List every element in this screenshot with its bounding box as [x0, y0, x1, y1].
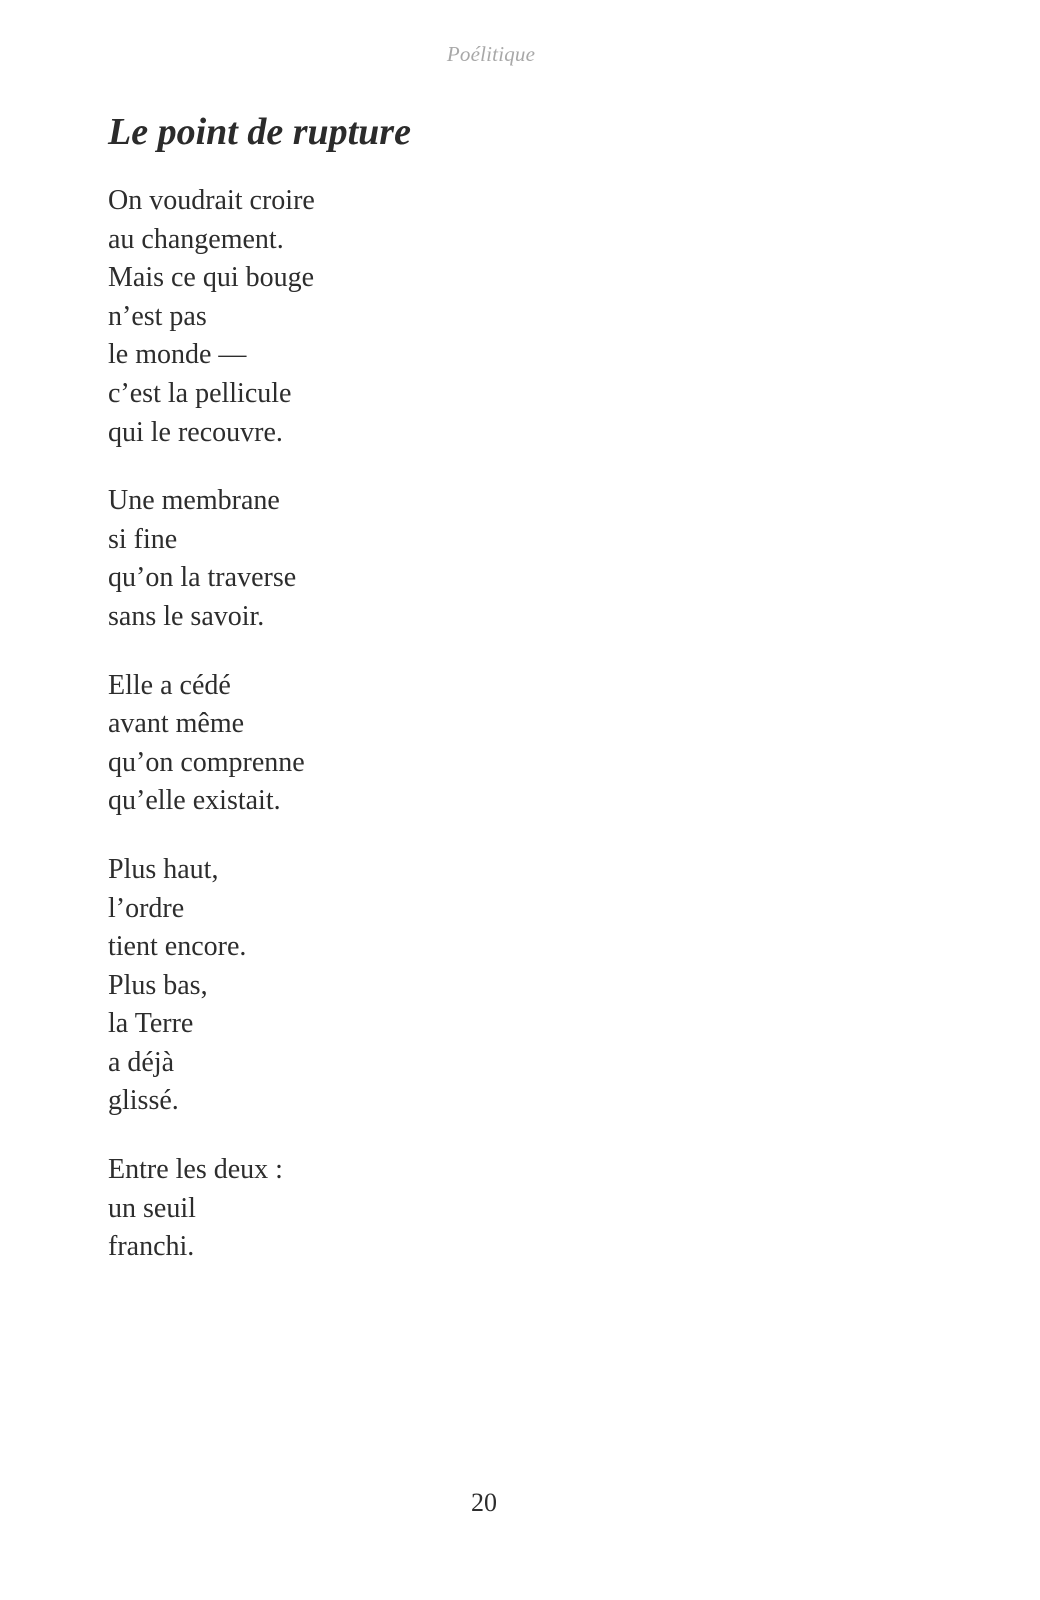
verse-line: franchi. — [108, 1231, 195, 1263]
verse-line: On voudrait croire — [108, 185, 315, 216]
stanza-5 — [108, 1151, 708, 1267]
running-header: Poélitique — [446, 42, 536, 66]
stanza-2 — [108, 482, 708, 636]
verse-line: qu’elle existait. — [108, 785, 281, 817]
verse-line: glissé. — [108, 1085, 179, 1117]
verse-line: n’est pas — [108, 300, 207, 332]
verse-line: Plus bas, — [108, 969, 208, 1001]
verse-line: au changement. — [108, 223, 284, 255]
verse-line: a déjà — [108, 1046, 175, 1078]
verse-line: Mais ce qui bouge — [108, 262, 315, 294]
verse-line: la Terre — [108, 1008, 194, 1040]
verse-line: qu’on comprenne — [108, 746, 305, 778]
verse-line: Plus haut, — [108, 853, 219, 885]
verse-line: avant même — [108, 708, 245, 740]
verse-line: qu’on la traverse — [108, 562, 297, 594]
verse-line: tient encore. — [108, 931, 247, 963]
verse-line: le monde — — [108, 339, 247, 371]
page-number: 20 — [471, 1488, 497, 1517]
stanza-3 — [108, 667, 708, 821]
verse-line: Une membrane — [108, 485, 280, 517]
poem-title: Le point de rupture — [108, 111, 411, 153]
stanza-4 — [108, 851, 708, 1121]
verse-line: Elle a cédé — [108, 669, 231, 701]
verse-line: qui le recouvre. — [108, 416, 283, 448]
verse-line: l’ordre — [108, 892, 185, 924]
stanza-1 — [108, 182, 708, 452]
verse-line: un seuil — [108, 1192, 196, 1224]
verse-line: Entre les deux : — [108, 1154, 283, 1186]
poem-body — [108, 182, 708, 1297]
verse-line: sans le savoir. — [108, 600, 265, 632]
verse-line: c’est la pellicule — [108, 377, 292, 409]
verse-line: si fine — [108, 523, 178, 555]
